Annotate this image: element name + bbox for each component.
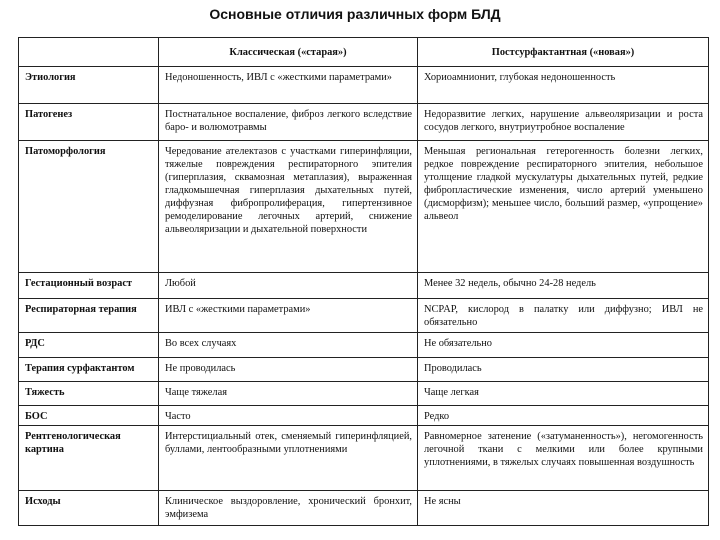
cell-new: Равномерное затенение («затуманенность»), негомогенность легочной ткани с мелкими или более крупными уплотнениями, в тяжелых случаях повышенная воздушность [418,426,709,491]
cell-new: Чаще легкая [418,382,709,406]
cell-new: NCPAP, кислород в палатку или диффузно; ИВЛ не обязательно [418,299,709,333]
table-row [19,141,709,273]
row-label: Терапия сурфактантом [19,358,159,382]
row-label: РДС [19,333,159,358]
header-new: Постсурфактантная («новая») [418,38,709,67]
cell-classic: Любой [159,273,418,299]
table-row [19,426,709,491]
cell-classic: Чередование ателектазов с участками гиперинфляции, тяжелые повреждения респираторного эпителия (гиперплазия, сквамозная метаплазия), выраженная гладкомышечная гиперплазия дыхательных путей, диффузная фибропролиферация, гипертензивное ремоделирование легочных артерий, снижение альвеоляризации и дыхательной поверхности [159,141,418,273]
cell-new: Не ясны [418,491,709,526]
cell-classic: Во всех случаях [159,333,418,358]
row-label: Респираторная терапия [19,299,159,333]
cell-classic: Недоношенность, ИВЛ с «жесткими параметрами» [159,67,418,104]
cell-new: Не обязательно [418,333,709,358]
cell-new: Меньшая региональная гетерогенность болезни легких, редкое повреждение респираторного эпителия, небольшое утолщение гладкой мускулатуры дыхательных путей, редкие фибропластические изменения, число артерий уменьшено (дисморфизм); меньшее число, больший размер, «упрощение» альвеол [418,141,709,273]
cell-classic: Клиническое выздоровление, хронический бронхит, эмфизема [159,491,418,526]
table-header-row [19,38,709,67]
cell-new: Недоразвитие легких, нарушение альвеоляризации и роста сосудов легкого, внутриутробное воспаление [418,104,709,141]
row-label: Патогенез [19,104,159,141]
cell-classic: Чаще тяжелая [159,382,418,406]
table-row [19,358,709,382]
table-row [19,104,709,141]
cell-classic: Постнатальное воспаление, фиброз легкого вследствие баро- и волюмотравмы [159,104,418,141]
table-row [19,67,709,104]
table-row [19,299,709,333]
row-label: Гестационный возраст [19,273,159,299]
cell-new: Проводилась [418,358,709,382]
comparison-table [18,37,709,526]
header-classic: Классическая («старая») [159,38,418,67]
cell-classic: Интерстициальный отек, сменяемый гиперинфляцией, буллами, лентообразными уплотнениями [159,426,418,491]
table-row [19,333,709,358]
row-label: Тяжесть [19,382,159,406]
row-label: Этиология [19,67,159,104]
cell-classic: ИВЛ с «жесткими параметрами» [159,299,418,333]
row-label: Рентгенологическая картина [19,426,159,491]
cell-new: Хориоамнионит, глубокая недоношенность [418,67,709,104]
row-label: БОС [19,406,159,426]
row-label: Патоморфология [19,141,159,273]
table-row [19,382,709,406]
cell-classic: Часто [159,406,418,426]
table-row [19,273,709,299]
header-empty [19,38,159,67]
page-title: Основные отличия различных форм БЛД [209,6,501,22]
cell-new: Менее 32 недель, обычно 24-28 недель [418,273,709,299]
row-label: Исходы [19,491,159,526]
table-row [19,406,709,426]
table-row [19,491,709,526]
cell-new: Редко [418,406,709,426]
cell-classic: Не проводилась [159,358,418,382]
